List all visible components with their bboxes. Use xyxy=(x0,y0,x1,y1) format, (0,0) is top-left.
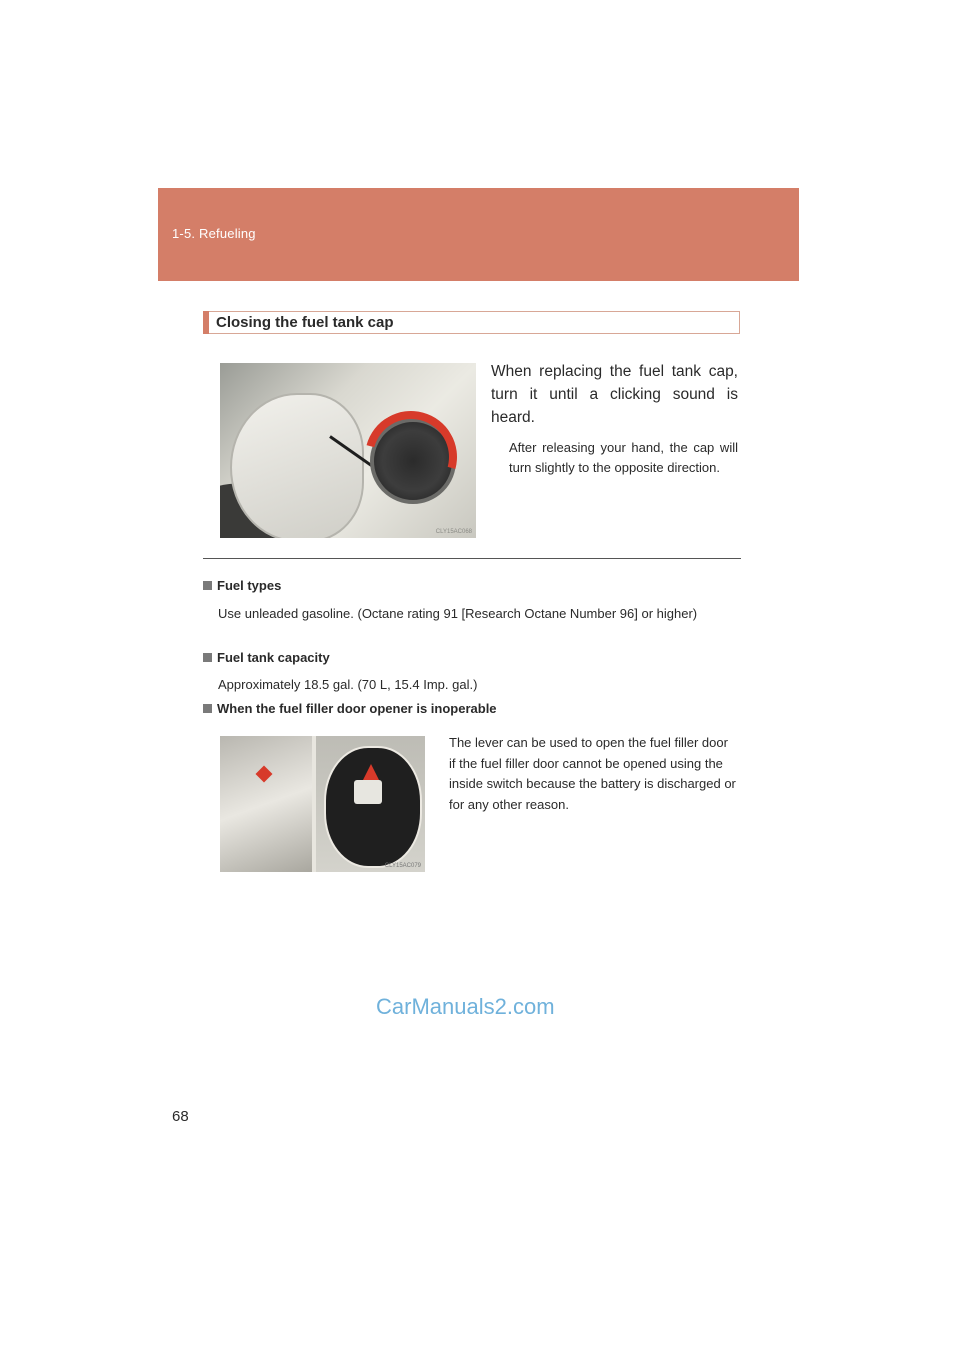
trunk-view xyxy=(220,736,312,872)
instruction-note: After releasing your hand, the cap will turn slightly to the opposite direction. xyxy=(509,440,738,475)
release-lever xyxy=(354,780,382,804)
note-body-tank-capacity: Approximately 18.5 gal. (70 L, 15.4 Imp. gal.) xyxy=(218,677,478,692)
fuel-cap-photo xyxy=(220,363,476,538)
section-title: Closing the fuel tank cap xyxy=(216,314,394,331)
note-heading-fuel-types xyxy=(203,578,281,593)
note-heading-text: When the fuel filler door opener is inoperable xyxy=(217,701,497,716)
section-heading xyxy=(203,311,740,334)
note-body-fuel-types: Use unleaded gasoline. (Octane rating 91 [Research Octane Number 96] or higher) xyxy=(218,606,698,621)
note-heading-text: Fuel tank capacity xyxy=(217,650,330,665)
note-heading-door-opener xyxy=(203,701,497,716)
rotation-arrow-icon xyxy=(348,394,474,520)
page-number: 68 xyxy=(172,1108,189,1125)
section-label: 1-5. Refueling xyxy=(172,226,256,241)
watermark: CarManuals2.com xyxy=(376,994,555,1019)
fuel-filler-door xyxy=(230,393,364,538)
square-bullet-icon xyxy=(203,704,212,713)
instruction-text: When replacing the fuel tank cap, turn it until a clicking sound is heard. xyxy=(491,363,738,426)
image-code: CLY15AC068 xyxy=(435,529,472,535)
square-bullet-icon xyxy=(203,581,212,590)
divider xyxy=(203,558,741,559)
lever-location-marker-icon xyxy=(256,766,273,783)
lever-closeup xyxy=(316,736,425,872)
note-body-door-opener: The lever can be used to open the fuel filler door if the fuel filler door cannot be opened using the inside switch because the battery is discharged or for any other reason. xyxy=(449,735,736,812)
image-code: CLY15AC079 xyxy=(384,863,421,869)
note-heading-tank-capacity xyxy=(203,650,330,665)
pull-arrow-icon xyxy=(363,764,379,780)
note-heading-text: Fuel types xyxy=(217,578,282,593)
square-bullet-icon xyxy=(203,653,212,662)
heading-accent-bar xyxy=(203,311,209,334)
fuel-door-lever-photo xyxy=(220,736,425,872)
